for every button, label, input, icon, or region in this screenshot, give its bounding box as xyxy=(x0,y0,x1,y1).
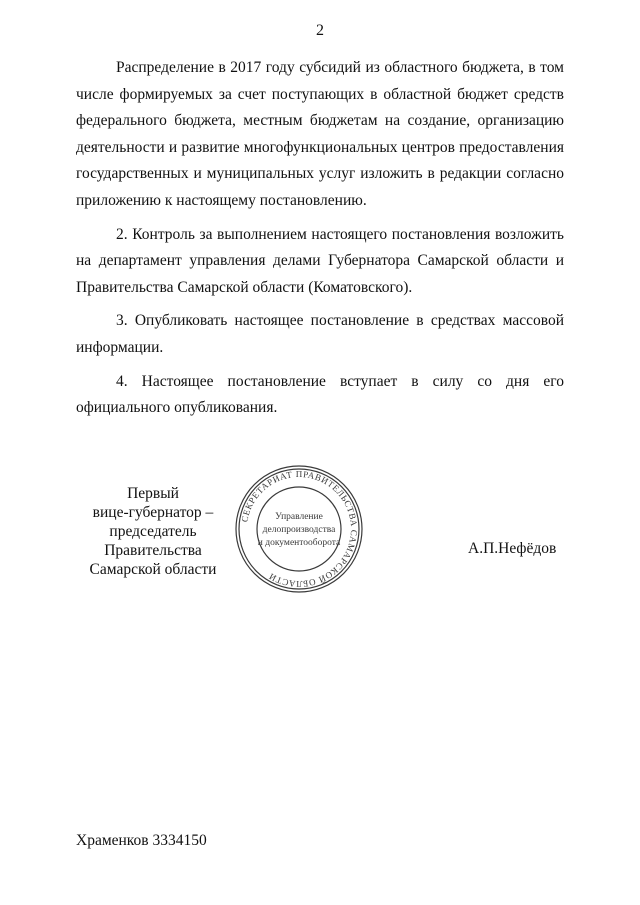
paragraph-4: 4. Настоящее постановление вступает в силу со дня его официального опубликования. xyxy=(76,372,564,417)
signer-position-line: председатель Правительства xyxy=(104,523,202,559)
document-body xyxy=(76,55,564,429)
signer-position-line: Первый xyxy=(127,485,179,502)
page-number: 2 xyxy=(316,22,324,39)
signer-position xyxy=(60,484,246,579)
signer-position-line: Самарской области xyxy=(89,561,217,578)
executor-contact: Храменков 3334150 xyxy=(76,832,207,849)
paragraph-1: Распределение в 2017 году субсидий из областного бюджета, в том числе формируемых за счет поступающих в областной бюджет средств федерального бюджета, местным бюджетам на создание, организацию деятельности и развитие многофункциональных центров предоставления государственных и муниципальных услуг изложить в редакции согласно приложению к настоящему постановлению. xyxy=(76,59,564,209)
paragraph-2: 2. Контроль за выполнением настоящего постановления возложить на департамент управления делами Губернатора Самарской области и Правительства Самарской области (Коматовского). xyxy=(76,225,564,296)
signer-position-line: вице-губернатор – xyxy=(92,504,214,521)
seal-center-line: делопроизводства xyxy=(262,525,336,535)
official-seal-stamp xyxy=(233,463,365,595)
seal-center-line: Управление xyxy=(275,512,323,522)
signer-name: А.П.Нефёдов xyxy=(468,540,557,557)
seal-ring-textpath: СЕКРЕТАРИАТ ПРАВИТЕЛЬСТВА САМАРСКОЙ ОБЛАСТИ xyxy=(239,468,360,590)
paragraph-3: 3. Опубликовать настоящее постановление в средствах массовой информации. xyxy=(76,312,564,356)
seal-center-line: и документооборота xyxy=(257,538,341,548)
